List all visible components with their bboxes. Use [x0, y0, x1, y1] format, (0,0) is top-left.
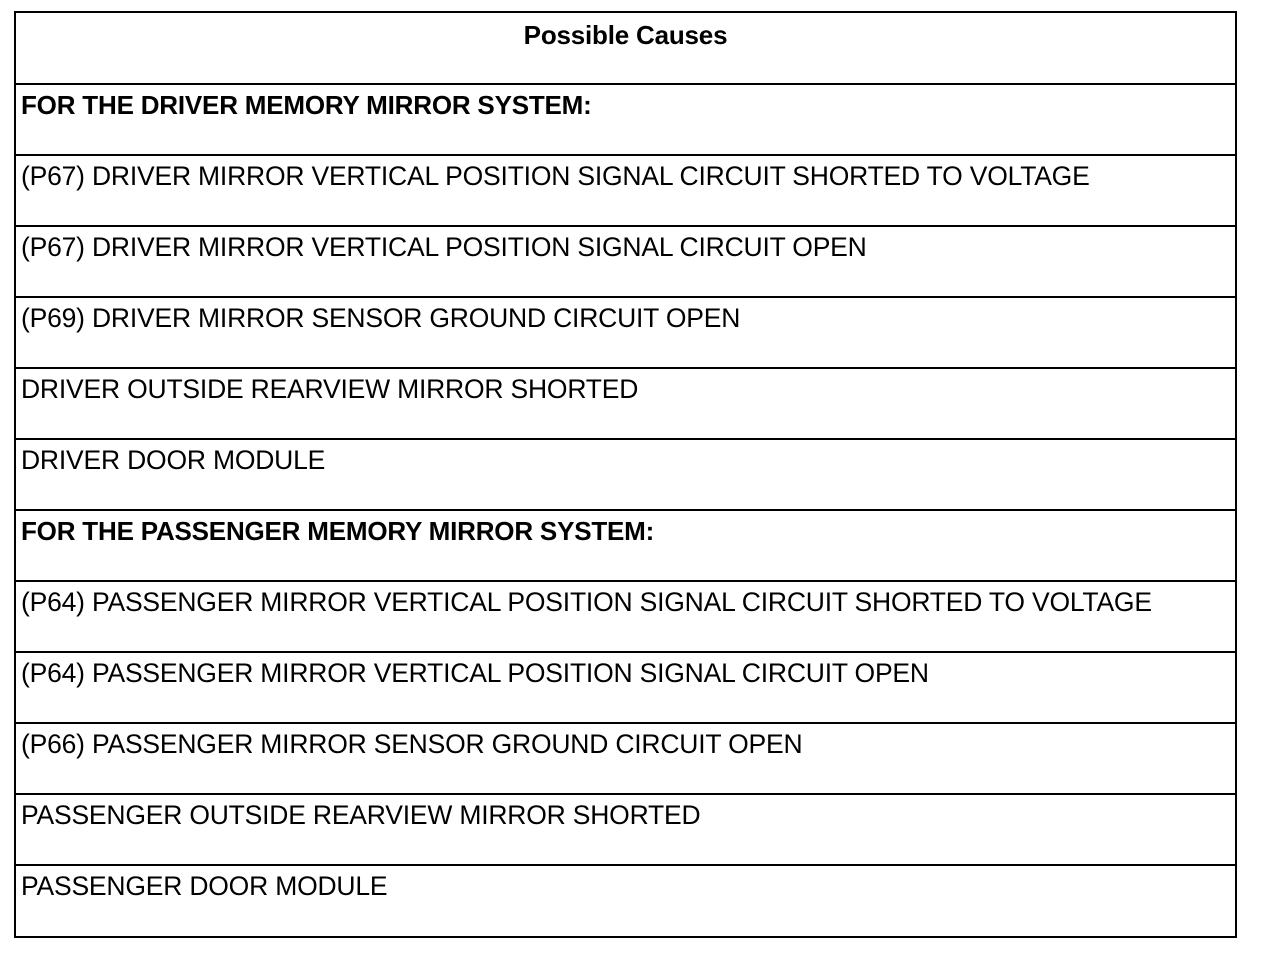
table-row: (P69) DRIVER MIRROR SENSOR GROUND CIRCUIT OPEN [16, 296, 1235, 367]
table-row: DRIVER OUTSIDE REARVIEW MIRROR SHORTED [16, 367, 1235, 438]
table-row: (P64) PASSENGER MIRROR VERTICAL POSITION SIGNAL CIRCUIT OPEN [16, 651, 1235, 722]
possible-causes-table [14, 11, 1237, 938]
table-header: Possible Causes [523, 20, 728, 50]
table-row: PASSENGER DOOR MODULE [16, 864, 1235, 936]
table-row: DRIVER DOOR MODULE [16, 438, 1235, 509]
section-heading-passenger: FOR THE PASSENGER MEMORY MIRROR SYSTEM: [16, 509, 1235, 580]
table-row: (P67) DRIVER MIRROR VERTICAL POSITION SIGNAL CIRCUIT OPEN [16, 225, 1235, 296]
table-row: (P64) PASSENGER MIRROR VERTICAL POSITION SIGNAL CIRCUIT SHORTED TO VOLTAGE [16, 580, 1235, 651]
table-row: PASSENGER OUTSIDE REARVIEW MIRROR SHORTED [16, 793, 1235, 864]
table-row: (P66) PASSENGER MIRROR SENSOR GROUND CIRCUIT OPEN [16, 722, 1235, 793]
section-heading-driver: FOR THE DRIVER MEMORY MIRROR SYSTEM: [16, 83, 1235, 154]
table-row: (P67) DRIVER MIRROR VERTICAL POSITION SIGNAL CIRCUIT SHORTED TO VOLTAGE [16, 154, 1235, 225]
